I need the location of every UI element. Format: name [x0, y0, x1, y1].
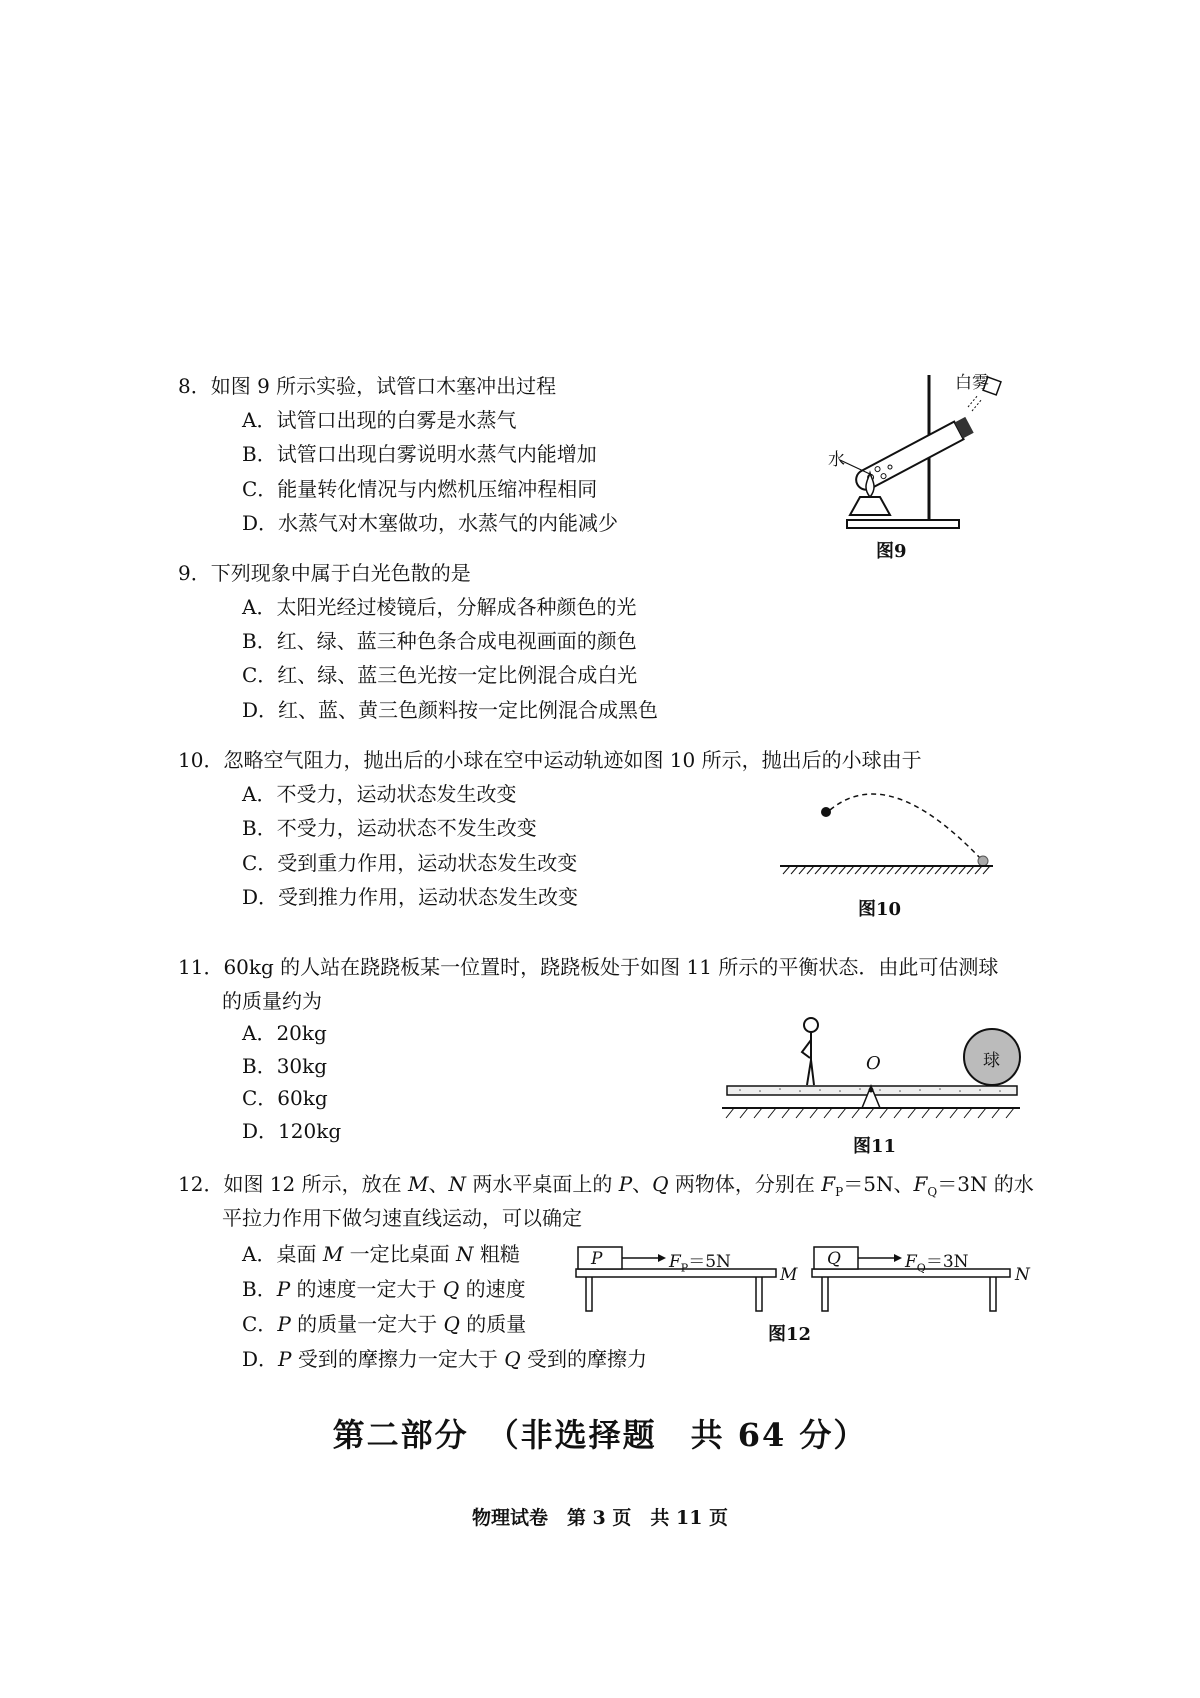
alcohol-burner	[850, 497, 890, 515]
figure-12-caption: 图12	[768, 1324, 812, 1345]
q8-option-b: B．试管口出现白雾说明水蒸气内能增加	[242, 442, 597, 466]
figure-11-caption: 图11	[853, 1136, 897, 1157]
q9-option-c: C．红、绿、蓝三色光按一定比例混合成白光	[242, 663, 638, 687]
figure-9-label-water: 水	[828, 450, 845, 470]
q10-stem: 10．忽略空气阻力，抛出后的小球在空中运动轨迹如图 10 所示，抛出后的小球由于	[178, 748, 922, 772]
part-two-heading: 第二部分 （非选择题 共 64 分）	[332, 1416, 868, 1454]
q8-option-c: C．能量转化情况与内燃机压缩冲程相同	[242, 477, 598, 501]
table-n	[812, 1269, 1010, 1311]
q12-option-c: C．P 的质量一定大于 Q 的质量	[242, 1312, 527, 1336]
q8-stem: 8．如图 9 所示实验，试管口木塞冲出过程	[178, 374, 557, 398]
person	[802, 1018, 818, 1085]
figure-12-block-p: P	[591, 1249, 603, 1269]
figure-12-force-p: $F_P=5N$	[669, 1252, 731, 1275]
q9-option-d: D．红、蓝、黄三色颜料按一定比例混合成黑色	[242, 698, 659, 722]
q11-option-a: A．20kg	[242, 1021, 327, 1045]
figure-10	[778, 790, 998, 870]
table-m	[576, 1269, 776, 1311]
q8-option-a: A．试管口出现的白雾是水蒸气	[242, 408, 517, 432]
figure-11-label-ball: 球	[983, 1051, 1000, 1071]
q11-stem-line1: 11．60kg 的人站在跷跷板某一位置时，跷跷板处于如图 11 所示的平衡状态．由此可估测球	[178, 955, 999, 979]
q12-option-a: A．桌面 M 一定比桌面 N 粗糙	[242, 1242, 520, 1266]
q10-option-b: B．不受力，运动状态不发生改变	[242, 816, 537, 840]
q12-option-b: B．P 的速度一定大于 Q 的速度	[242, 1277, 526, 1301]
q10-option-d: D．受到推力作用，运动状态发生改变	[242, 885, 579, 909]
figure-12-table-n: N	[1015, 1265, 1030, 1285]
q8-option-d: D．水蒸气对木塞做功，水蒸气的内能减少	[242, 511, 619, 535]
q9-option-a: A．太阳光经过棱镜后，分解成各种颜色的光	[242, 595, 637, 619]
stand-base	[847, 520, 959, 528]
q10-option-a: A．不受力，运动状态发生改变	[242, 782, 517, 806]
page-footer: 物理试卷 第 3 页 共 11 页	[471, 1507, 729, 1529]
q11-option-c: C．60kg	[242, 1086, 328, 1110]
figure-10-caption: 图10	[858, 899, 902, 920]
q11-option-d: D．120kg	[242, 1119, 342, 1143]
figure-12-table-m: M	[780, 1265, 798, 1285]
figure-11-label-pivot: O	[866, 1053, 881, 1074]
q12-stem-line2: 平拉力作用下做匀速直线运动，可以确定	[222, 1206, 582, 1230]
q12-stem-line1: 12．如图 12 所示，放在 M、N 两水平桌面上的 P、Q 两物体，分别在 $F_P=5N$、$F_Q=3N$ 的水	[178, 1172, 1034, 1199]
figure-9-caption: 图9	[876, 541, 907, 562]
q11-option-b: B．30kg	[242, 1054, 328, 1078]
figure-12-force-q: $F_Q=3N$	[905, 1252, 969, 1275]
q11-stem-line2: 的质量约为	[222, 989, 322, 1013]
ball-start	[821, 807, 831, 817]
figure-12-block-q: Q	[827, 1249, 841, 1269]
q9-option-b: B．红、绿、蓝三种色条合成电视画面的颜色	[242, 629, 637, 653]
q12-option-d: D．P 受到的摩擦力一定大于 Q 受到的摩擦力	[242, 1347, 647, 1371]
figure-9-label-fog: 白雾	[955, 373, 989, 393]
q10-option-c: C．受到重力作用，运动状态发生改变	[242, 851, 578, 875]
ball-end	[978, 856, 988, 866]
trajectory	[830, 794, 980, 858]
q9-stem: 9．下列现象中属于白光色散的是	[178, 561, 471, 585]
